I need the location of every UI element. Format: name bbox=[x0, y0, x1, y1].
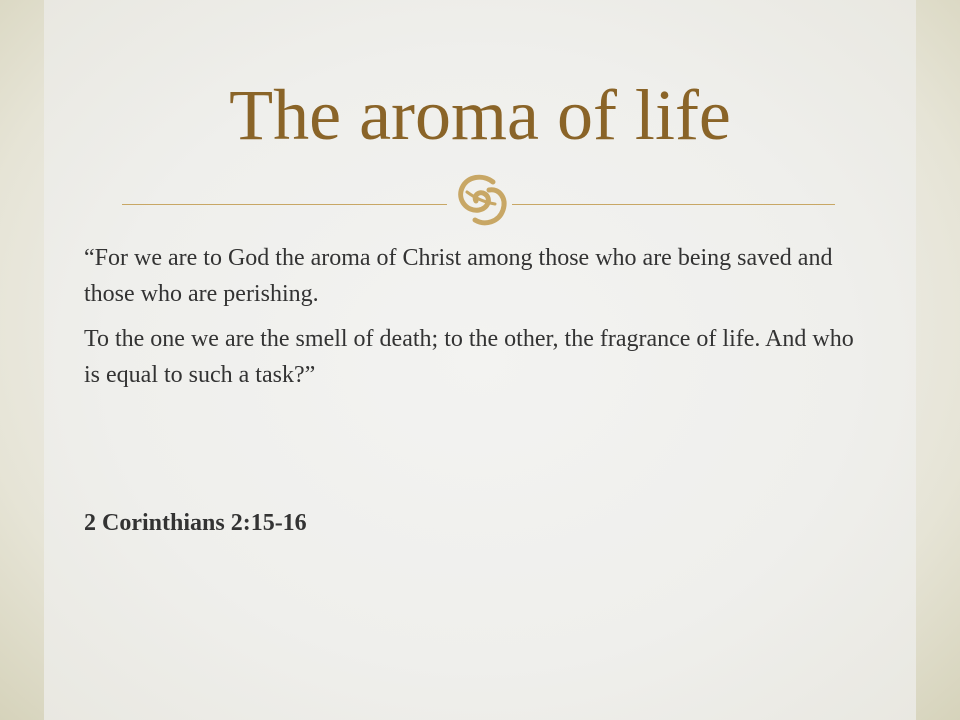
slide-title: The aroma of life bbox=[229, 75, 731, 155]
flourish-icon bbox=[445, 168, 515, 228]
quote-paragraph-2: To the one we are the smell of death; to the other, the fragrance of life. And who is equal to such a task?” bbox=[84, 326, 854, 388]
scripture-quote bbox=[84, 240, 874, 393]
divider-right bbox=[512, 204, 835, 205]
scripture-reference: 2 Corinthians 2:15-16 bbox=[84, 510, 307, 536]
divider-left bbox=[122, 204, 447, 205]
quote-paragraph-1: “For we are to God the aroma of Christ among those who are being saved and those who are perishing. bbox=[84, 245, 833, 307]
